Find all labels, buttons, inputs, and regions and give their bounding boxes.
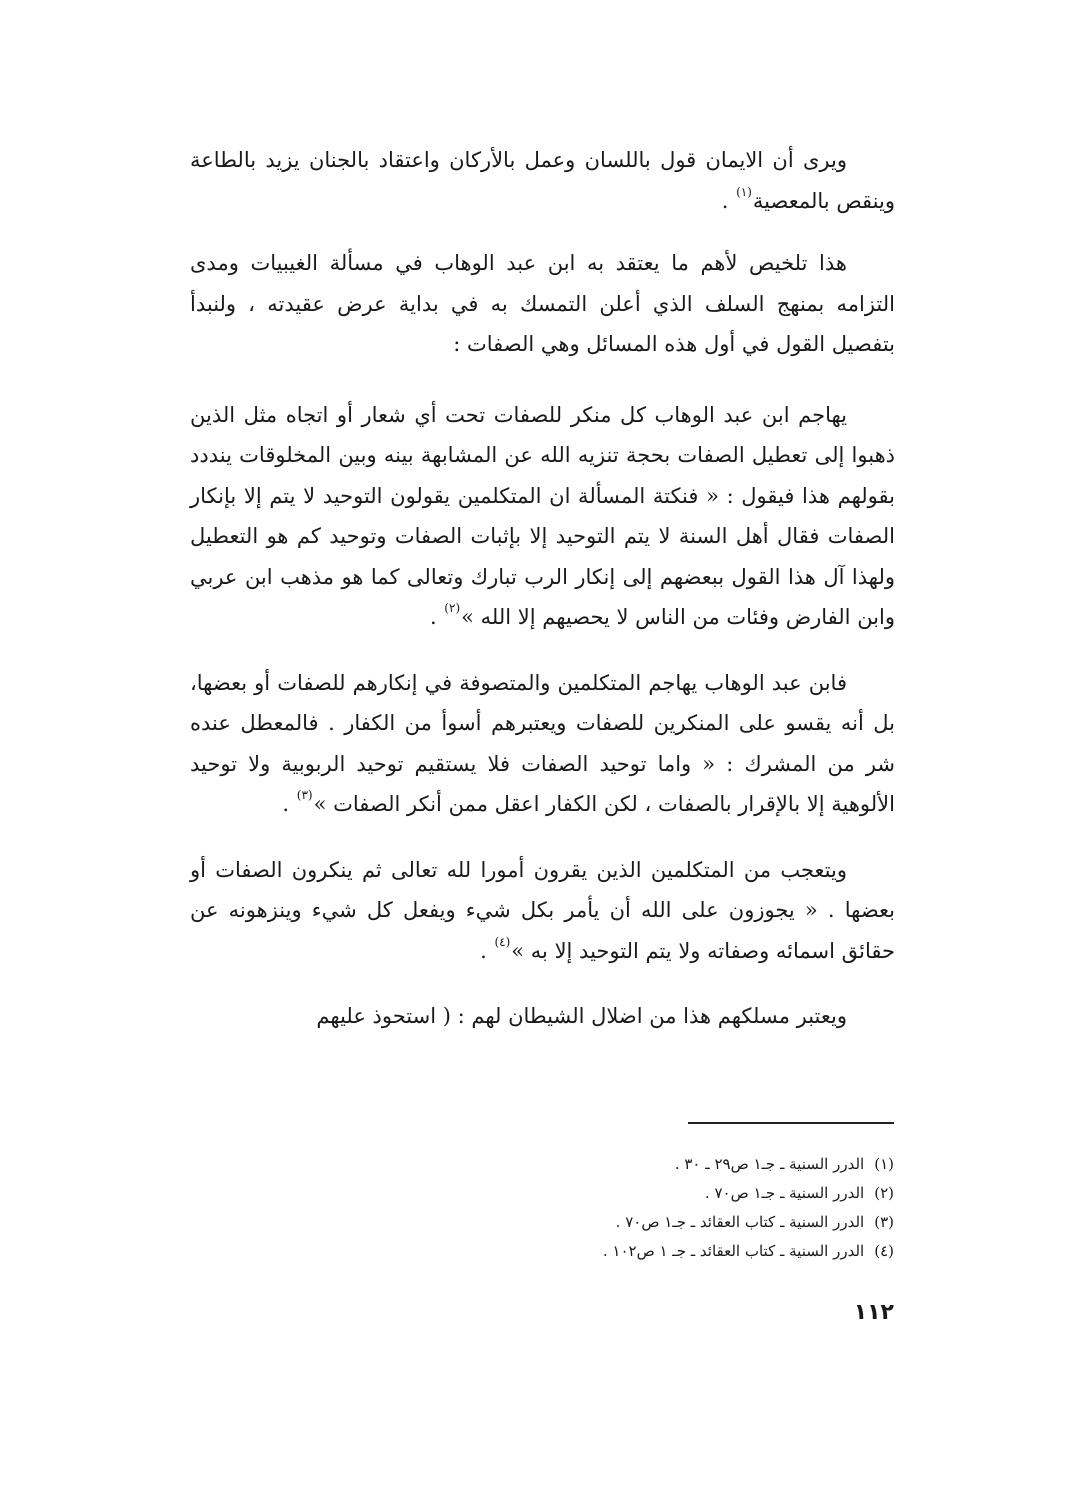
footnote-number: (٢) [874,1184,894,1202]
paragraph-summary [190,243,895,365]
paragraph-mutakallimun [190,663,895,825]
paragraph-text: ويعتبر مسلكهم هذا من اضلال الشيطان لهم : ( استحوذ عليهم [316,1004,847,1028]
footnote-ref: (١) [736,184,752,199]
footnote-text: الدرر السنية ـ جـ١ ص٧٠ . [704,1184,865,1202]
paragraph-tail: . [721,188,736,213]
footnote-ref: (٤) [494,934,511,949]
footnote-item [394,1237,894,1266]
paragraph-text: ويرى أن الايمان قول باللسان وعمل بالأركان واعتقاد بالجنان يزيد بالطاعة وينقص بالمعصية [190,148,895,213]
footnote-number: (٤) [874,1242,894,1260]
paragraph-text: هذا تلخيص لأهم ما يعتقد به ابن عبد الوهاب في مسألة الغيبيات ومدى التزامه بمنهج السلف الذي أعلن التمسك به في بداية عرض عقيدته ، ولنبدأ بتفصيل القول في أول هذه المسائل وهي الصفات : [190,251,895,356]
footnotes [394,1150,894,1266]
paragraph-faith [190,140,895,221]
footnote-item [394,1208,894,1237]
paragraph-tail: . [282,792,296,816]
footnote-item [394,1179,894,1208]
footnote-ref: (٣) [296,788,313,802]
paragraph-tail: . [480,938,494,963]
paragraph-text: ويتعجب من المتكلمين الذين يقرون أمورا لله تعالى ثم ينكرون الصفات أو بعضها . « يجوزون على الله أن يأمر بكل شيء ويفعل كل شيء وينزهونه عن حقائق اسمائه وصفاته ولا يتم التوحيد إلا به » [190,857,895,963]
footnote-text: الدرر السنية ـ جـ١ ص٢٩ ـ ٣٠ . [674,1155,865,1173]
paragraph-attack [190,395,895,638]
paragraph-tail: . [429,605,444,629]
footnote-ref: (٢) [444,601,461,615]
page-number: ١١٢ [853,1300,894,1325]
paragraph-text: يهاجم ابن عبد الوهاب كل منكر للصفات تحت أي شعار أو اتجاه مثل الذين ذهبوا إلى تعطيل الصفات بحجة تنزيه الله عن المشابهة بينه وبين المخلوقات ينددد بقولهم هذا فيقول : « فنكتة المسألة ان المتكلمين يقولون التوحيد لا يتم إلا بإنكار الصفات فقال أهل السنة لا يتم التوحيد إلا بإثبات الصفات وتوحيد كم هو التعطيل ولهذا آل هذا القول ببعضهم إلى إنكار الرب تبارك وتعالى كما هو مذهب ابن عربي وابن الفارض وفئات من الناس لا يحصيهم إلا الله » [190,402,895,629]
footnote-text: الدرر السنية ـ كتاب العقائد ـ جـ ١ ص١٠٢ . [602,1242,865,1260]
footnote-number: (٣) [874,1213,894,1231]
paragraph-wonder [190,850,895,972]
footnote-number: (١) [874,1155,894,1173]
footnote-item [394,1150,894,1179]
page-body [190,140,895,1067]
footnote-text: الدرر السنية ـ كتاب العقائد ـ جـ١ ص٧٠ . [615,1213,865,1231]
footnote-divider [688,1122,894,1124]
paragraph-satan [190,996,895,1037]
paragraph-text: فابن عبد الوهاب يهاجم المتكلمين والمتصوفة في إنكارهم للصفات أو بعضها، بل أنه يقسو على المنكرين للصفات ويعتبرهم أسوأ من الكفار . فالمعطل عنده شر من المشرك : « واما توحيد الصفات فلا يستقيم توحيد الربوبية ولا توحيد الألوهية إلا بالإقرار بالصفات ، لكن الكفار اعقل ممن أنكر الصفات » [190,670,895,816]
